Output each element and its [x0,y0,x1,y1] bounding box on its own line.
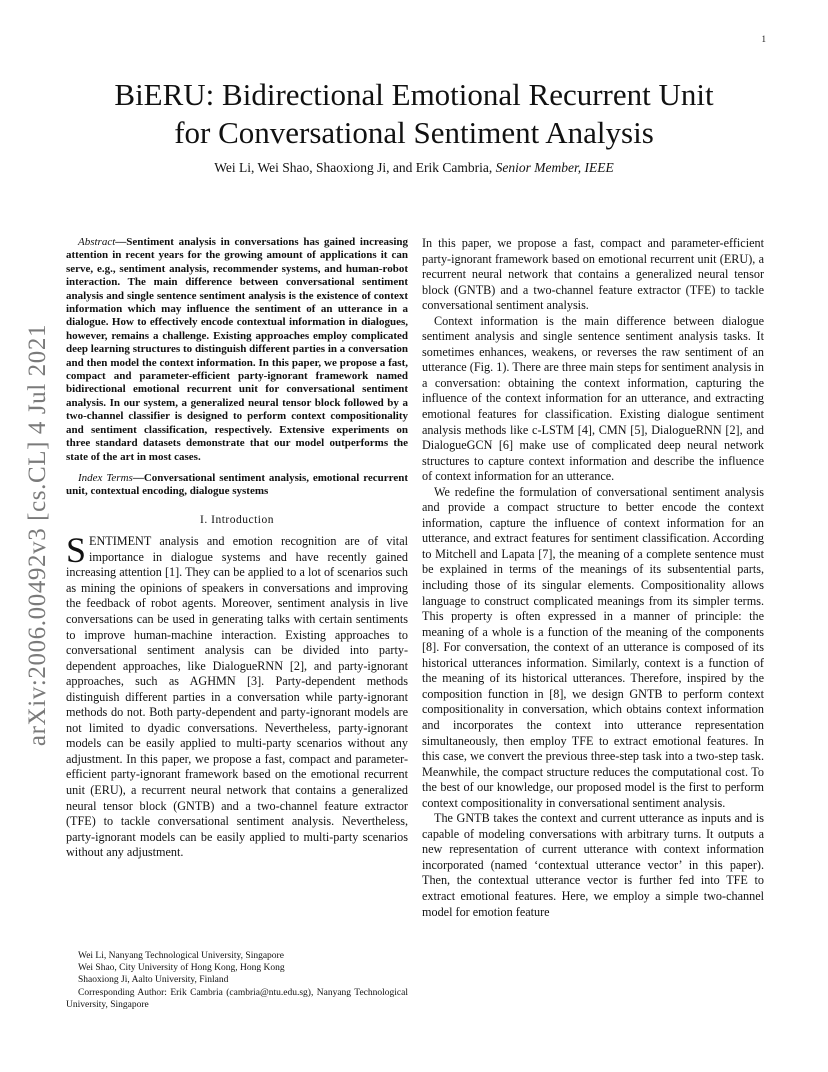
authors-membership: Senior Member, IEEE [495,160,614,175]
paper-title [66,76,762,152]
right-column [422,236,764,920]
paragraph-3: We redefine the formulation of conversational sentiment analysis and provide a compact structure to better encode the context information, capture the influence of context information for an utterance, and extract features for sentiment classification. According to Mitchell and Lapata [7], the meaning of a complete sentence must be explained in terms of the meanings of its subsentential parts, including those of its singular elements. Compositionality allows language to construct complicated meanings from its simpler terms. This property is often expressed in a manner of principle: the meaning of a whole is a function of the meaning of the components [8]. For conversation, the context of an utterance is composed of its historical utterances information. Similarly, context is a function of the meaning of its historical utterances. Therefore, inspired by the composition function in [8], we design GNTB to perform context compositionality in conversation, which obtains context information and incorporates the context into utterance representation simultaneously, then employ TFE to extract emotional features. In this case, we convert the previous three-step task into a two-step task. Meanwhile, the compact structure reduces the computational cost. To the best of our knowledge, our proposed model is the first to perform context compositionality in conversational sentiment analysis. [422,484,764,810]
footnote-3: Shaoxiong Ji, Aalto University, Finland [78,975,229,986]
authors-names: Wei Li, Wei Shao, Shaoxiong Ji, and Erik Cambria, [214,160,496,175]
author-list [66,160,762,176]
paragraph-2: Context information is the main difference between dialogue sentiment analysis and single sentence sentiment analysis tasks. It sometimes enhances, weakens, or reverses the raw sentiment of an utterance (Fig. 1). There are three main steps for sentiment analysis in a conversation: obtaining the context information, capturing the influence of the context information for an utterance, and extracting emotional features for classification. Existing dialogue sentiment analysis methods like c-LSTM [4], CMN [5], DialogueRNN [2], and DialogueGCN [6] make use of complicated deep neural network structures to capture context information and describe the influence of context information for an utterance. [422,313,764,484]
footnote-4: Corresponding Author: Erik Cambria (cambria@ntu.edu.sg), Nanyang Technological University, Singapore [66,987,408,1010]
footnotes [66,950,408,1011]
intro-text: ENTIMENT analysis and emotion recognition are of vital importance in dialogue systems and have recently gained increasing attention [1]. They can be applied to a lot of scenarios such as mining the opinions of speakers in conversations and improving the feedback of robot agents. Moreover, sentiment analysis in live conversations can be used in generating talks with certain sentiments to improve human-machine interaction. Existing approaches to conversational sentiment analysis can be divided into party-dependent approaches, like DialogueRNN [2], and party-ignorant approaches, such as AGHMN [3]. Party-dependent methods distinguish different parties in a conversation while party-ignorant methods do not. Both party-dependent and party-ignorant models are not limited to dyadic conversations. Nevertheless, party-ignorant models can be easily applied to multi-party scenarios without any adjustment. In this paper, we propose a fast, compact and parameter-efficient party-ignorant framework based on the emotional recurrent unit (ERU), a recurrent neural network that contains a generalized neural tensor block (GNTB) and a two-channel feature extractor (TFE) to tackle conversational sentiment analysis. Nevertheless, party-ignorant models can be easily applied to multi-party scenarios without any adjustment. [66,534,408,860]
left-column [66,236,408,861]
abstract [66,236,408,464]
arxiv-id: arXiv:2006.00492v3 [cs.CL] 4 Jul 2021 [24,323,51,747]
dropcap: S [66,530,87,571]
title-line-1: BiERU: Bidirectional Emotional Recurrent Unit [114,77,714,112]
index-terms-label: Index Terms [78,471,133,484]
footnote-1: Wei Li, Nanyang Technological University, Singapore [78,951,284,961]
index-terms [66,472,408,499]
abstract-text: —Sentiment analysis in conversations has gained increasing attention in recent years for the growing amount of applications it can serve, e.g., sentiment analysis, recommender systems, and human-robot interaction. The main difference between conversational sentiment analysis and single sentence sentiment analysis is the existence of context information which may influence the sentiment of an utterance in a dialogue. How to effectively encode contextual information in dialogues, however, remains a challenge. Existing approaches employ complicated deep learning structures to distinguish different parties in a conversation and then model the context information. In this paper, we propose a fast, compact and parameter-efficient party-ignorant framework named bidirectional emotional recurrent unit for conversational sentiment analysis. In our system, a generalized neural tensor block followed by a two-channel classifier is designed to perform context compositionality and sentiment classification, respectively. Extensive experiments on three standard datasets demonstrate that our model outperforms the state of the art in most cases. [66,236,408,463]
paragraph-4: The GNTB takes the context and current utterance as inputs and is capable of modeling conversations with arbitrary turns. It outputs a new representation of current utterance with context information incorporated (named ‘contextual utterance vector’ in this paper). Then, the contextual utterance vector is further fed into TFE to extract emotional features. Here, we employ a simple two-channel model for emotion feature [422,811,764,919]
page-number: 1 [761,34,766,44]
index-terms-text: —Conversational sentiment analysis, emotional recurrent unit, contextual encoding, dialogue systems [66,471,408,498]
abstract-label: Abstract [78,236,116,248]
footnote-2: Wei Shao, City University of Hong Kong, Hong Kong [78,963,285,974]
intro-paragraph [66,530,408,860]
arxiv-stamp [8,305,68,765]
section-heading-introduction: I. Introduction [200,513,274,526]
title-line-2: for Conversational Sentiment Analysis [174,115,654,150]
paragraph-1: In this paper, we propose a fast, compact and parameter-efficient party-ignorant framework based on emotional recurrent unit (ERU), a recurrent neural network that contains a generalized neural tensor block (GNTB) and a two-channel feature extractor (TFE) to tackle conversational sentiment analysis. [422,236,764,313]
